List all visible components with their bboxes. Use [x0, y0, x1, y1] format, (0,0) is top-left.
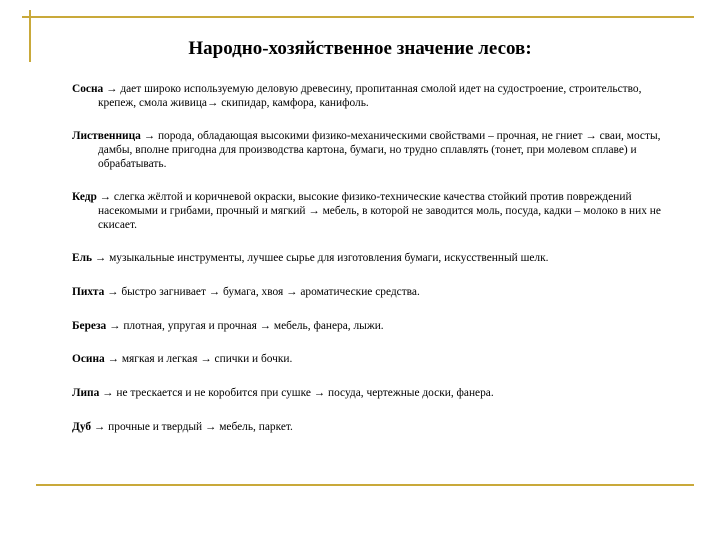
entry-larch: [72, 129, 672, 171]
frame-top-line: [22, 16, 694, 18]
entry-description: → слегка жёлтой и коричневой окраски, высокие физико-технические качества стойкий против повреждений насекомыми и грибами, прочный и мягкий → мебель, в которой не заводится моль, посуда, кадки – молоко в них не скисает.: [96, 191, 661, 231]
entry-description: → порода, обладающая высокими физико-механическими свойствами – прочная, не гниет → сваи, мосты, дамбы, вполне пригодна для производства картона, бумаги, но трудно сплавлять (тонет, при молевом сплаве) и обрабатывать.: [98, 130, 661, 170]
entry-term: Пихта: [72, 286, 105, 298]
entry-fir: [72, 285, 420, 299]
entry-pine: [72, 82, 672, 110]
entry-description: → мягкая и легкая → спички и бочки.: [104, 353, 293, 365]
entry-birch: [72, 319, 384, 333]
entry-term: Сосна: [72, 83, 104, 95]
entry-oak: [72, 420, 293, 434]
entry-description: → плотная, упругая и прочная → мебель, фанера, лыжи.: [106, 320, 384, 332]
entry-term: Ель: [72, 252, 93, 264]
frame-bottom-line: [36, 484, 694, 486]
entry-description: → прочные и твердый → мебель, паркет.: [91, 421, 293, 433]
entry-description: → дает широко используемую деловую древесину, пропитанная смолой идет на судостроение, строительство, крепеж, смола живица→ скипидар, камфора, канифоль.: [98, 83, 642, 109]
entry-term: Кедр: [72, 191, 97, 203]
entry-cedar: [72, 190, 672, 232]
entry-term: Дуб: [72, 421, 92, 433]
entry-linden: [72, 386, 494, 400]
entry-term: Лиственница: [72, 130, 141, 142]
entry-spruce: [72, 251, 548, 265]
entry-term: Береза: [72, 320, 107, 332]
entry-description: → не трескается и не коробится при сушке → посуда, чертежные доски, фанера.: [99, 387, 494, 399]
entry-description: → музыкальные инструменты, лучшее сырье для изготовления бумаги, искусственный шелк.: [92, 252, 549, 264]
entry-description: → быстро загнивает → бумага, хвоя → ароматические средства.: [104, 286, 420, 298]
entry-term: Липа: [72, 387, 100, 399]
page-title: Народно-хозяйственное значение лесов:: [188, 38, 532, 59]
entry-aspen: [72, 352, 292, 366]
entry-term: Осина: [72, 353, 105, 365]
